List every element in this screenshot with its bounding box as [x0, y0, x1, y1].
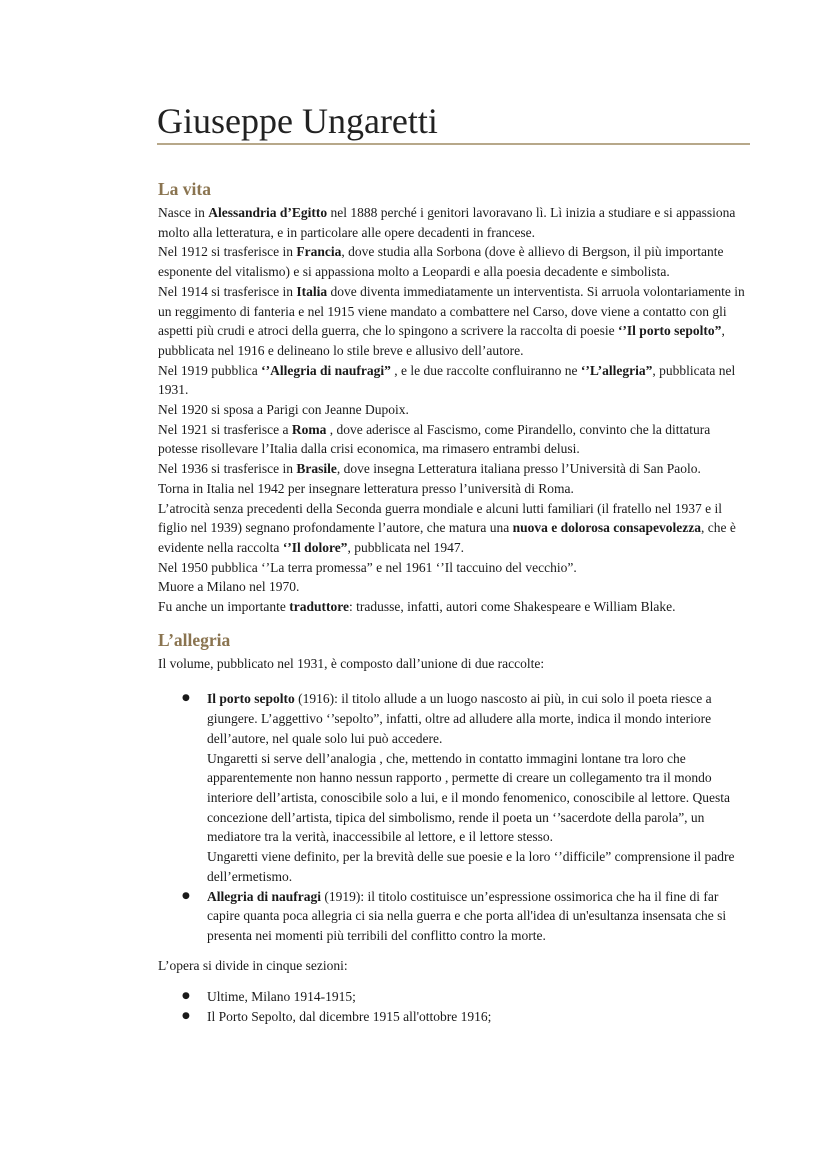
- section-body: [158, 203, 753, 617]
- sections-list: [158, 987, 753, 1026]
- text-run: dove diventa immediatamente un interventista. Si arruola volontariamente in un reggimento di fanteria e nel 1915 viene mandato a combattere nel Carso, dove viene a contatto con gli aspetti più crudi e atroci della guerra, che lo spingono a scrivere la raccolta di poesie: [158, 283, 745, 339]
- section-heading: L’allegria: [158, 629, 231, 650]
- bold-text: Brasile: [296, 461, 337, 477]
- text-run: Ungaretti si serve dell’analogia , che, mettendo in contatto immagini lontane tra loro che apparentemente non hanno nessun rapporto , permette di creare un collegamento tra il mondo interiore dell’artista, conoscibile solo a lui, e il mondo fenomenico, conoscibile al lettore. Questa concezione dell’artista, tipica del simbolismo, rende il poeta un ‘’sacerdote della parola”, un mediatore tra la verità, inaccessibile al lettore, e il lettore stesso.: [207, 750, 730, 845]
- bold-text: traduttore: [289, 599, 349, 615]
- text-run: Ungaretti viene definito, per la brevità delle sue poesie e la loro ‘’difficile” comprensione il padre dell’ermetismo.: [207, 849, 735, 884]
- section-intro: Il volume, pubblicato nel 1931, è composto dall’unione di due raccolte:: [158, 655, 545, 671]
- document-title: Giuseppe Ungaretti: [157, 101, 438, 141]
- bold-text: Il porto sepolto: [207, 691, 295, 707]
- paragraph: [158, 577, 753, 597]
- paragraph: [158, 459, 753, 479]
- text-run: , dove studia alla Sorbona (dove è allievo di Bergson, il più importante esponente del vitalismo) e si appassiona molto a Leopardi e alla poesia decadente e simbolista.: [158, 244, 724, 280]
- paragraph: [207, 887, 753, 946]
- text-run: Nasce in: [158, 205, 209, 220]
- text-run: (1919): il titolo costituisce un’espressione ossimorica che ha il fine di far capire quanta poca allegria ci sia nella guerra e che porta all'idea di un'esultanza insensata che si presenta nei momenti più terribili del conflitto contro la morte.: [207, 888, 727, 943]
- section-la-vita: [158, 178, 753, 617]
- text-run: , dove aderisce al Fascismo, come Pirandello, convinto che la dittatura potesse risollevare l’Italia dalla crisi economica, ma rimasero entrambi delusi.: [158, 421, 711, 457]
- bold-text: Alessandria d’Egitto: [208, 205, 328, 220]
- text-run: Muore a Milano nel 1970.: [158, 579, 300, 595]
- bold-text: ‘’Il porto sepolto”: [617, 323, 722, 339]
- text-run: Torna in Italia nel 1942 per insegnare letteratura presso l’università di Roma.: [158, 480, 574, 496]
- paragraph: [207, 847, 753, 886]
- text-run: , dove insegna Letteratura italiana presso l’Università di San Paolo.: [336, 461, 701, 477]
- paragraph: [158, 499, 753, 558]
- text-run: (1916): il titolo allude a un luogo nascosto ai più, in cui solo il poeta riesce a giungere. L’aggettivo ‘’sepolto”, infatti, oltre ad alludere alla morte, indica il mondo interiore dell’autore, nel quale solo lui può accedere.: [207, 691, 712, 746]
- bold-text: ‘’L’allegria”: [580, 362, 653, 378]
- text-run: L’atrocità senza precedenti della Seconda guerra mondiale e alcuni lutti familiari (il fratello nel 1937 e il figlio nel 1939) segnano profondamente l’autore, che matura una: [158, 500, 723, 536]
- bold-text: ‘’Il dolore”: [282, 539, 348, 555]
- list-item: ● Il Porto Sepolto, dal dicembre 1915 all'ottobre 1916;: [158, 1007, 753, 1027]
- bold-text: Allegria di naufragi: [207, 888, 321, 904]
- text-run: , che è evidente nella raccolta: [158, 520, 736, 555]
- bold-text: nuova e dolorosa consapevolezza: [512, 520, 702, 536]
- section-heading: La vita: [158, 179, 211, 199]
- section-allegria: [158, 629, 753, 1027]
- bold-text: Italia: [296, 283, 328, 299]
- text-run: Fu anche un importante: [158, 599, 290, 615]
- text-run: Nel 1921 si trasferisce a: [158, 421, 292, 437]
- list-item: ● Ultime, Milano 1914-1915;: [158, 987, 753, 1007]
- text-run: Nel 1936 si trasferisce in: [158, 461, 297, 477]
- text-run: : tradusse, infatti, autori come Shakespeare e William Blake.: [348, 599, 676, 615]
- bold-text: Francia: [296, 244, 342, 260]
- text-run: Nel 1920 si sposa a Parigi con Jeanne Dupoix.: [158, 402, 409, 418]
- paragraph: [158, 282, 753, 361]
- paragraph: [207, 689, 753, 748]
- paragraph: [158, 400, 753, 420]
- paragraph: [207, 749, 753, 848]
- list-item: [158, 689, 753, 886]
- paragraph: [158, 242, 753, 281]
- text-run: Nel 1919 pubblica: [158, 362, 262, 378]
- paragraph: [158, 597, 753, 617]
- bold-text: ‘’Allegria di naufragi”: [261, 362, 391, 378]
- paragraph: [158, 558, 753, 578]
- list-item: [158, 887, 753, 946]
- collections-list: [158, 689, 753, 945]
- text-run: , pubblicata nel 1947.: [347, 539, 465, 555]
- paragraph: [158, 203, 753, 242]
- text-run: , pubblicata nel 1931.: [158, 362, 736, 398]
- text-run: Nel 1950 pubblica ‘’La terra promessa” e nel 1961 ‘’Il taccuino del vecchio”.: [158, 559, 577, 575]
- sections-intro: L’opera si divide in cinque sezioni:: [158, 957, 348, 973]
- text-run: Nel 1914 si trasferisce in: [158, 283, 297, 299]
- title-divider: [157, 143, 750, 145]
- text-run: , e le due raccolte confluiranno ne: [390, 362, 581, 378]
- paragraph: [158, 479, 753, 499]
- document-body: [158, 178, 753, 1027]
- text-run: Nel 1912 si trasferisce in: [158, 244, 297, 260]
- text-run: , pubblicata nel 1916 e delineano lo stile breve e allusivo dell’autore.: [158, 323, 725, 358]
- paragraph: [158, 361, 753, 400]
- text-run: nel 1888 perché i genitori lavoravano lì. Lì inizia a studiare e si appassiona molto alla letteratura, e in particolare alle opere decadenti in francese.: [158, 205, 736, 240]
- paragraph: [158, 420, 753, 459]
- bold-text: Roma: [291, 421, 327, 437]
